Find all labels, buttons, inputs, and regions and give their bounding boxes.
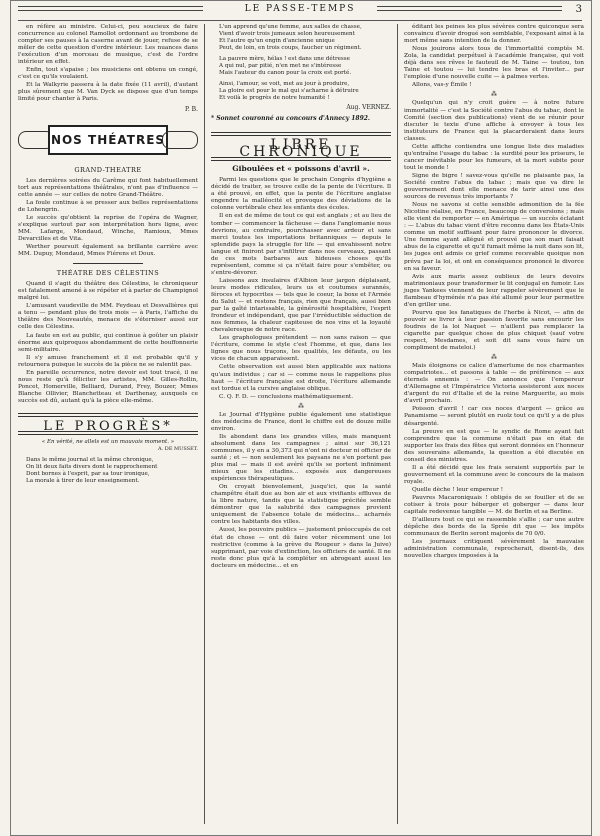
paragraph: Ils abondent dans les grandes villes, mais manquent absolument dans les campagnes ; ainsi sur 36,121 communes, il y en a 30,373 qui n'ont ni docteur ni officier de santé ; et — non seulement les paysans ne s'en portent pas plus mal — mais il est avéré qu'ils se portent infiniment mieux que les citadins... exposés aux dangereuses expériences thérapeutiques. — [211, 433, 391, 483]
poem-line: L'un apprend qu'une femme, aux salles de chasse, — [219, 24, 362, 30]
paragraph: éditant les peines les plus sévères contre quiconque sera convaincu d'avoir drogué son semblable, l'exposant ainsi à la mort même sans intention de la donner. — [404, 24, 584, 45]
epigraph-source: A. DE MUSSET. — [158, 446, 198, 453]
paragraph: En pareille occurrence, notre devoir est tout tracé, il ne nous reste qu'à féliciter les artistes, MM. Gilles-Rollin, Poncet, Homerville, Belliard, Durand, Frey, Bouzer, Mmes Blanche Ollivier, Blanchetteau et Darthenay, auxquels ce succès est dû, autant qu'à la pièce elle-même. — [18, 369, 198, 404]
signature: P. B. — [185, 105, 198, 113]
poem-line: Et voilà le progrès de notre humanité ! — [219, 95, 330, 101]
paragraph: Il s'y amuse franchement et il est probable qu'il y retournera puisque le succès de la pièce ne se ralentit pas. — [18, 354, 198, 368]
poem-line: Dans le même journal et la même chronique, — [26, 457, 154, 464]
paragraph: Avis aux maris assez oublieux de leurs devoirs matrimoniaux pour transformer le lit conjugal en fumoir. Les juges Yankees viennent de leur rappeler sévèrement que le flambeau d'hyménée n'a pas été allumé pour leur permettre d'en griller une. — [404, 273, 584, 308]
paragraph: C. Q. F. D. — conclusions mathématiquement. — [219, 393, 354, 400]
poem-line: La pauvre mère, hélas ! est dans une détresse — [219, 56, 350, 62]
column-2 — [211, 24, 391, 571]
divider — [211, 132, 391, 136]
divider — [73, 263, 143, 264]
poem-line: La morale à tirer de leur enseignement. — [26, 478, 140, 485]
ornament-right — [162, 131, 198, 149]
paragraph: Le succès qu'obtient la reprise de l'opéra de Wagner, s'explique surtout par son interprétation hors ligne, avec MM. Lafarge, Mondaud, Winche, Ramioux, Mmes Devarcilles et de Vita. — [18, 214, 198, 242]
signature: Aug. VERNEZ. — [346, 104, 391, 111]
theatres-banner — [18, 119, 198, 159]
asterism: ⁂ — [491, 91, 497, 99]
paragraph: Poisson d'avril ! car ces noces d'argent — grâce au Panamisme — seront plutôt en ruolz tout ce qu'il y a de plus désargenté. — [404, 406, 584, 427]
section-heading: LIBRE CHRONIQUE — [239, 137, 363, 161]
paragraph: Le Journal d'Hygiène publie également une statistique des médecins de France, dont le chiffre est de douze mille environ. — [211, 411, 391, 432]
section-heading: LE PROGRÈS* — [43, 418, 173, 434]
section-heading: GRAND-THEATRE — [74, 165, 142, 174]
paragraph: Il a été décidé que les frais seraient supportés par le gouvernement et la commune avec le concours de la maison royale. — [404, 464, 584, 485]
asterism: ⁂ — [491, 354, 497, 362]
paragraph: Quelle dèche ! leur empereur ! — [412, 486, 504, 493]
paragraph: Pourvu que les fanatiques de l'herbe à Nicot, — afin de pouvoir se livrer à leur passion favorite sans encourir les foudres de la loi Naquet — n'aillent pas remplacer la cigarette par quelque chose de plus chiquet (sauf votre respect, Mesdames, et soit dit sans vous faire un compliment de mateloi.) — [404, 309, 584, 352]
asterism: ⁂ — [298, 402, 304, 410]
paragraph: Aussi, les pouvoirs publics — justement préoccupés de cet état de chose — ont dû faire voter récemment une loi restrictive (comme à la grève du Rougeur » dans la Juive) supprimant, par voie d'extinction, les officiers de santé. Il ne reste donc plus qu'à la compléter en abrogeant aussi les docteurs en médecine... et en — [211, 527, 391, 569]
poem-line: Et l'autre qu'un engin d'ancienne unique — [219, 38, 335, 44]
paragraph: Pauvres Macaroniquais ! obligés de se fouiller et de se cotiser à trois pour héberger et goberger — dans leur capitale redevenue tangible — M. de Berlin et sa Berline. — [404, 495, 584, 516]
epigraph: « En vérité, ne allels est un mauvais moment. » — [41, 439, 175, 446]
footnote: * Sonnet couronné au concours d'Annecy 1892. — [211, 115, 371, 123]
paragraph: en réfère au ministre. Celui-ci, peu soucieux de faire concurrence au colonel Ramollot ordonnant au trombone de compter ses pauses à la caserne avant de jouer, refuse de se mêler de cette question d'ordre intérieur. Les nuances dans l'exécution d'un morceau de musique, c'est de l'ordre intérieur en effet. — [18, 24, 198, 66]
paragraph: Parmi les questions que le prochain Congrès d'hygiène a décidé de traiter, se trouve celle de la pente de l'écriture. Il a été prouvé, en effet, que la pente de l'écriture anglaise engendre la malléocité et provoque des déviations de la colonne vertébrale chez les enfants des écoles. — [211, 177, 391, 212]
paragraph: Quelqu'un qui n'y croit guère — à notre future immortalité — c'est la Société contre l'abus du tabac, dont le Comité (section des publications) vient de se réunir pour discuter le texte d'une affiche à envoyer à tous les instituteurs de France qui la placarderaient dans leurs classes. — [404, 100, 584, 142]
paragraph: La preuve en est que — le syndic de Rome ayant fait comprendre que la commune n'était pas en état de supporter les frais des fêtes qui seront données en l'honneur des souverains allemands, la question a été discutée en conseil des ministres. — [404, 428, 584, 463]
column-1 — [18, 24, 198, 485]
paragraph: Nous ne savons si cette sensible admonition de la fée Nicotine réalise, en France, beaucoup de conversions ; mais elle vient de remporter — en Amérique — un succès éclatant : — L'abus du tabac vient d'être reconnu dans les États-Unis comme un motif suffisant pour faire prononcer le divorce. Une femme ayant allégué et prouvé que son mari faisait abus de la cigarette et qu'il fumait même la nuit dans son lit, les juges ont admis ce grief comme recevable quoique non prévu par la loi, et ont en conséquence prononcé le divorce en sa faveur. — [404, 202, 584, 272]
paragraph: Les journaux critiquent sévèrement la mauvaise administration communale, reprocherait, disent-ils, des nouvelles charges imposées à la — [404, 539, 584, 560]
paragraph: L'amusant vaudeville de MM. Feydeau et Desvallières qui a tenu — pendant plus de trois mois — à Paris, l'affiche du théâtre des Nouveautés, menace de s'éterniser aussi sur celle des Célestins. — [18, 303, 198, 331]
banner-title: NOS THÉATRES — [48, 125, 168, 155]
paragraph: Quand il s'agit du théâtre des Célestins, le chroniqueur est fatalement amené à se répéter et à parler de Champignol malgré lui. — [18, 281, 198, 302]
poem-line: La gloire est pour le mal qui s'acharne à détruire — [219, 88, 359, 94]
poem-line: Vient d'avoir trois jumeaux selon heureusement — [219, 31, 355, 37]
poem-line: A qui nul, par pitié, n'en met ne s'intéresse — [219, 63, 342, 69]
paragraph: Les graphologues prétendent — non sans raison — que l'écriture, comme le style c'est l'homme, et que, dans les lignes que nous traçons, les qualités, les défauts, ou les vices de chacun apparaissent. — [211, 335, 391, 363]
column-3 — [404, 24, 584, 561]
header-title: LE PASSE-TEMPS — [244, 4, 356, 14]
poem-line: On lit deux faits divers dont le rapprochement — [26, 464, 158, 471]
poem-line: Ainsi, l'amour, se voit, met au jour à produire, — [219, 81, 350, 87]
paragraph: On croyait bienvolement, jusqu'ici, que la santé champêtre était due au bon air et aux vivifiants effluves de la libre nature, tandis que la statistique précitée semble démontrer que la salubrité des campagnes provient uniquement de l'absence totale de médecins... acharnés contre les habitants des villes. — [211, 484, 391, 526]
poem-line: Dont bornes à l'esprit, par sa tour ironique, — [26, 471, 150, 478]
paragraph: Et la Walkyrie passera à la date fixée (11 avril), d'autant plus sûrement que M. Van Dyck se dispose que d'un temps limité pour chanter à Paris. — [18, 82, 198, 103]
column-rule-1 — [204, 24, 205, 824]
paragraph: Cette affiche contiendra une longue liste des maladies qu'entraîne l'usage du tabac : la surdité pour les priseurs, le cancer inévitable pour les fumeurs, et la mort subite pour tout le monde ! — [404, 143, 584, 171]
paragraph: Signe de bigre ! savez-vous qu'elle ne plaisante pas, la Société contre l'abus du tabac ; mais que va dire le gouvernement dont elle menace de tarir ainsi une des sources de revenus très importants ? — [404, 172, 584, 201]
poem-line: Peut, de loin, en trois coups, faucher un régiment. — [219, 45, 362, 51]
section-heading: THÉATRE DES CÉLESTINS — [56, 269, 160, 278]
paragraph: Les dernières soirées du Carême qui font habituellement tort aux représentations théâtrales, n'ont pas d'influence — cette année — sur celles de notre Grand-Théâtre. — [18, 177, 198, 198]
paragraph: D'ailleurs tout ce qui se rassemble s'allie ; car une autre dépêche des bords de la Sprée dit que — les impôts communaux de Berlin seront majorés de 70 0/0. — [404, 517, 584, 538]
page-header — [18, 4, 582, 21]
paragraph: Il en est de même de tout ce qui est anglais ; et au lieu de tomber — commencer la fâcheuse — dans l'anglomanie nous devrions, au contraire, pourchasser avec ardeur et sans merci toutes les importations britanniques — depuis le splendide pays la struggle for life — qui envahissent notre langue et finiront par s'infiltrer dans nos cerveaux, passant de ces mots barbares aux hideuses choses qu'ils représentent, comme si ça n'était faire pour s'embêter, ou s'entre-dévorer. — [211, 213, 391, 276]
paragraph: Laissons aux insulaires d'Albion leur jargon déplaisant, leurs modes ridicules, leurs us et coutumes surannés, féroces et hypocrites — tels que le coeur, la boxe et l'Armée du Salut — et restons français, rien que français, aussi bien par la gaîté intarissable, la générosité hospitalière, l'esprit frondeur et indépendant, que par l'irréductible séduction de nos femmes, la chaleur capiteuse de nos vins et la loyauté chevaleresque de notre race. — [211, 277, 391, 334]
column-rule-2 — [397, 24, 398, 824]
paragraph: Nous jouirons alors tous de l'immortalité comptés M. Zola, la candidat perpétuel à l'académie française, qui voit déjà dans ses rêves le fauteuil de M. Taine — toutou, ton Taine et toutou — lui tendre les bras et l'inviter... par l'emploie d'une nouvelle cuite — à palmes vertes. — [404, 46, 584, 81]
divider — [18, 413, 198, 417]
paragraph: La foule continue à se presser aux belles représentations de Lohengrin. — [18, 199, 198, 213]
paragraph: La faute en est au public, qui continue à goûter un plaisir énorme aux quiproquos abondamment de cette bouffonnerie semi-militaire. — [18, 332, 198, 353]
paragraph: Allons, vas-y Émile ! — [412, 82, 472, 89]
header-rule-right — [377, 6, 562, 11]
paragraph: Cette observation est aussi bien applicable aux nations qu'aux individus ; car si — comme nous le rappelions plus haut — l'écriture française est droite, l'écriture allemande est tordue et la cursive anglaise oblique. — [211, 364, 391, 392]
paragraph: Enfin, tout s'apaise ; les musiciens ont obtenu un congé, c'est ce qu'ils voulaient. — [18, 67, 198, 81]
chronicle-subtitle: Giboulées et « poissons d'avril ». — [232, 164, 370, 174]
poem-line: Mais l'auteur du canon pour la croix est porté. — [219, 70, 352, 76]
page-number: 3 — [575, 4, 582, 15]
paragraph: Mais éloignons ce calice d'amertume de nos charmantes compatriotes... et passons à table — de préférence — aux éternels ennemis : — On annonce que l'empereur d'Allemagne et l'Impératrice Victoria assisteront aux noces d'argent du roi d'Italie et de la reine Marguerite, au mois d'avril prochain. — [404, 363, 584, 405]
paragraph: Werther poursuit également sa brillante carrière avec MM. Dupuy, Mondaud, Mmes Fiérens et Doux. — [18, 244, 198, 258]
